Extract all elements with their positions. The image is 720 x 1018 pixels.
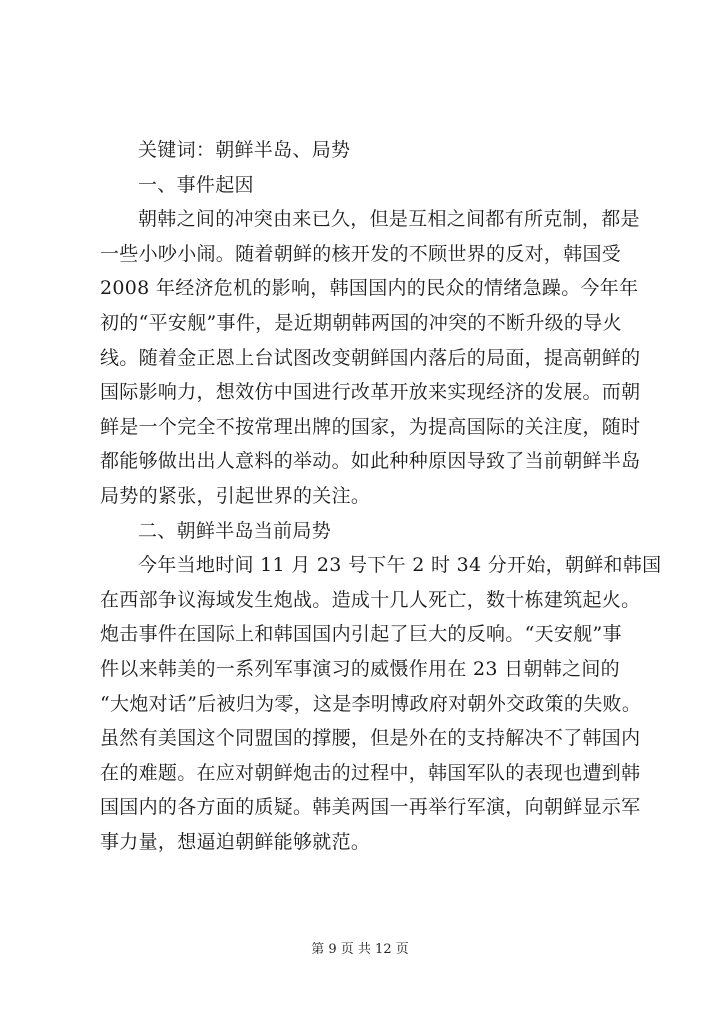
paragraph-line: 在西部争议海域发生炮战。造成十几人死亡，数十栋建筑起火。 <box>100 588 641 611</box>
paragraph-line: 线。随着金正恩上台试图改变朝鲜国内落后的局面，提高朝鲜的 <box>100 346 641 369</box>
paragraph-line: 局势的紧张，引起世界的关注。 <box>100 484 371 507</box>
paragraph-line: 在的难题。在应对朝鲜炮击的过程中，韩国军队的表现也遭到韩 <box>100 761 641 784</box>
section-heading-current-situation: 二、朝鲜半岛当前局势 <box>138 519 332 542</box>
section-heading-cause: 一、事件起因 <box>138 173 254 196</box>
paragraph-line: “大炮对话”后被归为零，这是李明博政府对朝外交政策的失败。 <box>100 692 642 715</box>
paragraph-line: 2008 年经济危机的影响，韩国国内的民众的情绪急躁。今年年 <box>100 277 639 300</box>
paragraph-line: 朝韩之间的冲突由来已久，但是互相之间都有所克制，都是 <box>138 208 640 231</box>
paragraph-line: 炮击事件在国际上和韩国国内引起了巨大的反响。“天安舰”事 <box>100 623 622 646</box>
paragraph-line: 鲜是一个完全不按常理出牌的国家，为提高国际的关注度，随时 <box>100 415 641 438</box>
document-body <box>100 133 662 859</box>
paragraph-line: 一些小吵小闹。随着朝鲜的核开发的不顾世界的反对，韩国受 <box>100 242 622 265</box>
paragraph-line: 国际影响力，想效仿中国进行改革开放来实现经济的发展。而朝 <box>100 381 641 404</box>
page-number: 第 9 页 共 12 页 <box>311 942 409 957</box>
paragraph-line: 事力量，想逼迫朝鲜能够就范。 <box>100 830 371 853</box>
paragraph-line: 件以来韩美的一系列军事演习的威慑作用在 23 日朝韩之间的 <box>100 657 620 680</box>
keywords-line: 关键词：朝鲜半岛、局势 <box>138 139 351 161</box>
paragraph-line: 虽然有美国这个同盟国的撑腰，但是外在的支持解决不了韩国内 <box>100 727 641 750</box>
paragraph-line: 初的“平安舰”事件，是近期朝韩两国的冲突的不断升级的导火 <box>100 311 622 334</box>
paragraph-line: 都能够做出出人意料的举动。如此种种原因导致了当前朝鲜半岛 <box>100 450 641 473</box>
paragraph-line: 国国内的各方面的质疑。韩美两国一再举行军演，向朝鲜显示军 <box>100 796 641 819</box>
paragraph-line: 今年当地时间 11 月 23 号下午 2 时 34 分开始，朝鲜和韩国 <box>138 554 662 577</box>
